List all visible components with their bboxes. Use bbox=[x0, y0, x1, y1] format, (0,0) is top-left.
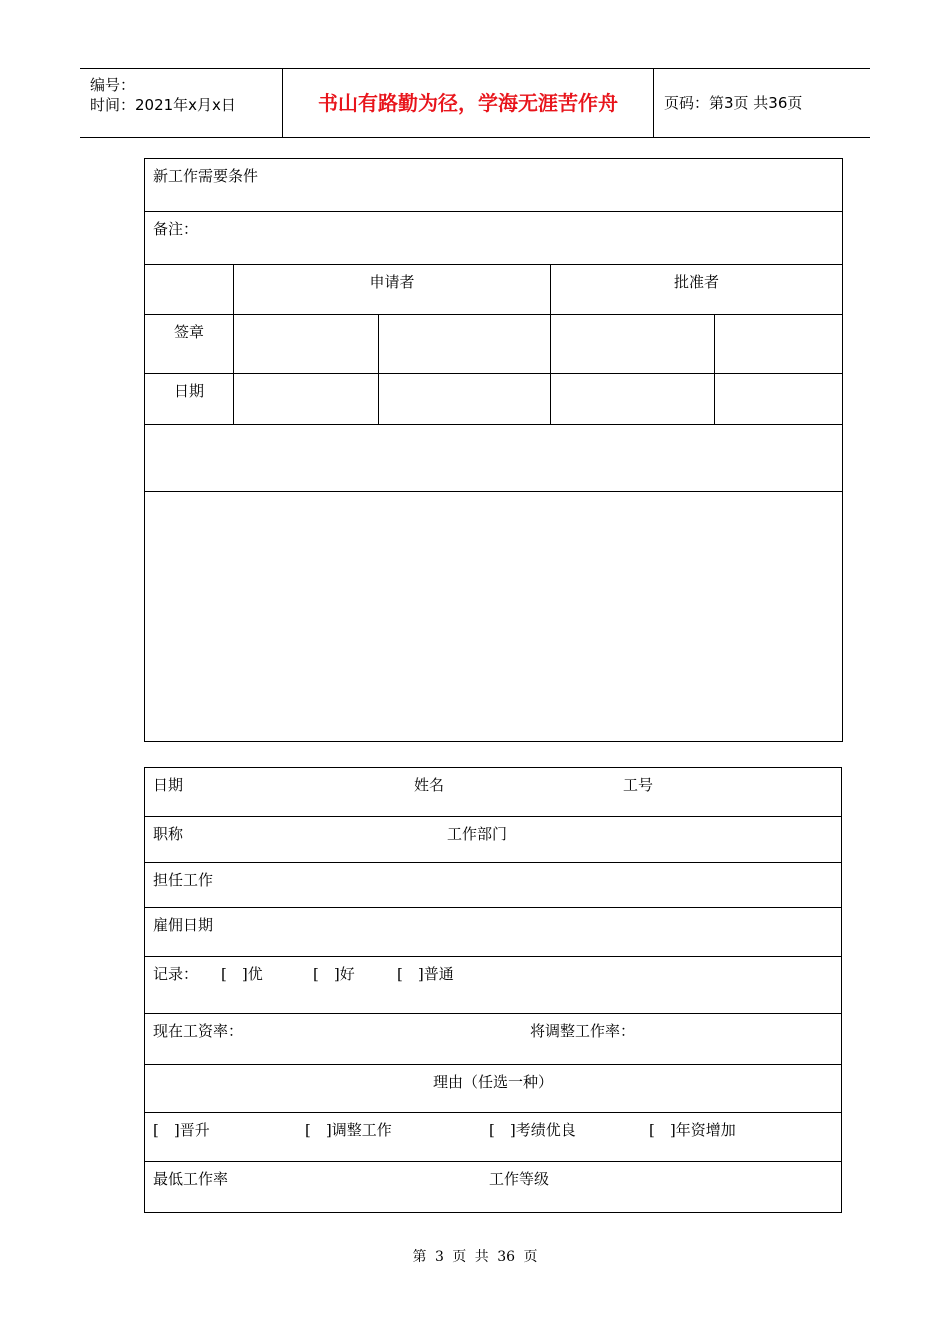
applicant-date-cell-2[interactable] bbox=[379, 374, 551, 425]
pay-adjustment-form bbox=[144, 767, 842, 1213]
reason-option-job-adjust[interactable]: [ ]调整工作 bbox=[305, 1121, 392, 1139]
record-option-good[interactable]: [ ]好 bbox=[313, 965, 355, 983]
approver-date-cell-1[interactable] bbox=[551, 374, 715, 425]
approver-signature-cell-2[interactable] bbox=[715, 315, 843, 374]
new-job-requirements-field[interactable]: 新工作需要条件 bbox=[145, 159, 843, 212]
remarks-field[interactable]: 备注： bbox=[145, 212, 843, 265]
min-rate-label: 最低工作率 bbox=[153, 1170, 229, 1188]
reason-header: 理由（任选一种） bbox=[145, 1065, 842, 1113]
info-row[interactable] bbox=[145, 768, 842, 817]
header-meta bbox=[80, 69, 282, 137]
hire-date-field[interactable]: 雇佣日期 bbox=[145, 908, 842, 957]
blank-row[interactable] bbox=[145, 425, 843, 492]
job-change-form bbox=[144, 158, 843, 742]
applicant-date-cell-1[interactable] bbox=[234, 374, 379, 425]
date-text: 时间：2021年x月x日 bbox=[90, 96, 236, 114]
name-field-label: 姓名 bbox=[414, 776, 445, 794]
page-footer: 第 3 页 共 36 页 bbox=[412, 1249, 538, 1265]
approver-header: 批准者 bbox=[551, 265, 843, 315]
blank-area[interactable] bbox=[145, 492, 843, 742]
reason-option-performance[interactable]: [ ]考绩优良 bbox=[489, 1121, 576, 1139]
current-job-field[interactable]: 担任工作 bbox=[145, 863, 842, 908]
corner-cell bbox=[145, 265, 234, 315]
page-indicator: 页码：第3页 共36页 bbox=[664, 94, 803, 112]
date-field-label: 日期 bbox=[153, 776, 184, 794]
job-grade-label: 工作等级 bbox=[489, 1170, 550, 1188]
reason-option-promotion[interactable]: [ ]晋升 bbox=[153, 1121, 210, 1139]
motto: 书山有路勤为径，学海无涯苦作舟 bbox=[282, 69, 654, 137]
employee-no-label: 工号 bbox=[623, 776, 654, 794]
applicant-signature-cell-2[interactable] bbox=[379, 315, 551, 374]
record-option-excellent[interactable]: [ ]优 bbox=[221, 965, 263, 983]
reason-options-row bbox=[145, 1113, 842, 1162]
rate-row[interactable] bbox=[145, 1014, 842, 1065]
date-label: 日期 bbox=[145, 374, 234, 425]
approver-date-cell-2[interactable] bbox=[715, 374, 843, 425]
signature-label: 签章 bbox=[145, 315, 234, 374]
record-option-average[interactable]: [ ]普通 bbox=[397, 965, 454, 983]
title-row[interactable] bbox=[145, 817, 842, 863]
applicant-header: 申请者 bbox=[234, 265, 551, 315]
grade-row[interactable] bbox=[145, 1162, 842, 1213]
page-header bbox=[80, 68, 870, 138]
current-rate-label: 现在工资率： bbox=[153, 1022, 244, 1040]
number-label: 编号： bbox=[90, 76, 136, 94]
record-label: 记录： bbox=[153, 965, 199, 983]
reason-option-seniority[interactable]: [ ]年资增加 bbox=[649, 1121, 736, 1139]
applicant-signature-cell-1[interactable] bbox=[234, 315, 379, 374]
approver-signature-cell-1[interactable] bbox=[551, 315, 715, 374]
department-label: 工作部门 bbox=[447, 825, 508, 843]
adjusted-rate-label: 将调整工作率： bbox=[530, 1022, 636, 1040]
title-label: 职称 bbox=[153, 825, 184, 843]
record-row bbox=[145, 957, 842, 1014]
